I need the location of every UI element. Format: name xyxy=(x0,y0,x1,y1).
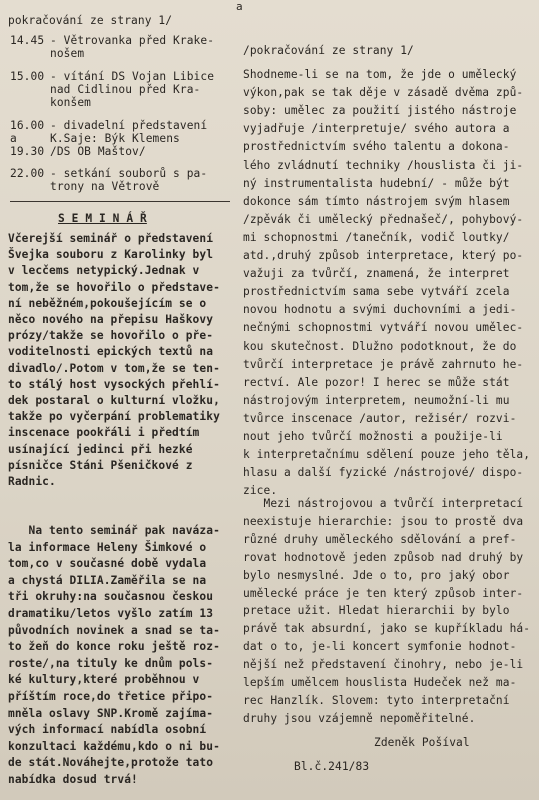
schedule-text: - setkání souborů s pa- xyxy=(50,167,208,180)
top-mark: a xyxy=(236,0,243,13)
interpretation-paragraph-line: prostřednictvím sama sebe vytváří zcela xyxy=(243,285,510,299)
interpretation-paragraph-line: k interpretačnímu sdělení pouze jeho těla, xyxy=(243,448,531,462)
interpretation-paragraph-line: ný instrumentalista hudební/ - může být xyxy=(243,176,510,190)
hierarchy-paragraph-line: Mezi nástrojovou a tvůrčí interpretací xyxy=(243,497,524,510)
hierarchy-paragraph-line: různé druhy uměleckého sdělování a pref- xyxy=(243,532,517,546)
seminar-paragraph-line: Švejka souboru z Karolinky byl xyxy=(8,248,214,262)
dilia-paragraph-line: konzultaci každému,kdo o ni bu- xyxy=(8,739,220,753)
seminar-paragraph-line: divadlo/.Potom v tom,že se ten- xyxy=(8,361,220,375)
seminar-paragraph-line: písničce Stáni Pšeničkové z xyxy=(8,458,193,472)
hierarchy-paragraph-line: nější než představení činohry, nebo je-li xyxy=(243,658,524,672)
schedule-text: konšem xyxy=(50,96,92,110)
schedule-time-end: 19.30 xyxy=(10,145,45,159)
hierarchy-paragraph-line: dat o to, je-li koncert symfonie hodnot- xyxy=(243,640,517,654)
seminar-paragraph-line: Včerejší seminář o představení xyxy=(8,232,214,245)
seminar-paragraph-line: voditelnosti epických textů na xyxy=(8,345,214,359)
hierarchy-paragraph-line: právě tak absurdní, jako se kupříkladu há- xyxy=(243,622,531,636)
schedule-time-and: a xyxy=(10,132,17,146)
interpretation-paragraph-line: lého zvládnutí techniky /houslista či ji- xyxy=(243,158,524,172)
dilia-paragraph-line: to žeň do konce roku ještě roz- xyxy=(8,640,220,654)
schedule-text: nošem xyxy=(50,47,85,61)
hierarchy-paragraph-line: umělecké práce je ten který způsob inter- xyxy=(243,586,524,600)
schedule-text: - divadelní představení xyxy=(50,119,208,132)
interpretation-paragraph-line: zice. xyxy=(243,484,278,498)
interpretation-paragraph-line: atd.,druhý způsob interpretace, který po- xyxy=(243,249,524,262)
seminar-paragraph-line: to stálý host vysockých přehlí- xyxy=(8,377,220,391)
schedule-divider xyxy=(10,201,230,202)
dilia-paragraph-line: de stát.Nováhejte,protože tato xyxy=(8,756,214,770)
schedule-time: 14.45 xyxy=(10,34,45,47)
schedule-time: 15.00 xyxy=(10,70,45,83)
seminar-paragraph-line: ní neběžném,pokoušejícím se o xyxy=(8,296,207,310)
interpretation-paragraph-line: rectví. Ale pozor! I herec se může stát xyxy=(243,375,510,389)
hierarchy-paragraph-line: neexistuje hierarchie: jsou to prostě dva xyxy=(243,514,524,528)
right-header: /pokračování ze strany 1/ xyxy=(243,44,414,57)
dilia-paragraph-line: a chystá DILIA.Zaměřila se na xyxy=(8,573,207,587)
schedule-text: - vítání DS Vojan Libice xyxy=(50,70,215,83)
interpretation-paragraph-line: nástrojovým interpretem, neumožní-li mu xyxy=(243,393,510,407)
seminar-paragraph-line: prózy/takže se hovořilo o pře- xyxy=(8,329,214,343)
interpretation-paragraph-line: mi schopnostmi /tanečník, vodič loutky/ xyxy=(243,230,510,244)
hierarchy-paragraph-line: bylo nesmyslné. Jde o to, pro jaký obor xyxy=(243,568,510,582)
dilia-paragraph-line: tři okruhy:na současnou českou xyxy=(8,590,214,604)
author-signature: Zdeněk Pošíval xyxy=(374,736,470,749)
dilia-paragraph-line: ké kultury,které proběhnou v xyxy=(8,673,200,687)
schedule-text: nad Cidlinou před Kra- xyxy=(50,83,201,97)
schedule-text: K.Saje: Býk Klemens xyxy=(50,132,180,146)
seminar-paragraph-line: dek postaral o kulturní vložku, xyxy=(8,394,220,407)
interpretation-paragraph-line: výkon,pak se tak děje v zásadě dvěma způ- xyxy=(243,86,524,100)
schedule-text: /DS OB Maštov/ xyxy=(50,145,146,159)
hierarchy-paragraph-line: lepším umělcem houslista Hudeček než ma- xyxy=(243,676,517,689)
hierarchy-paragraph-line: rovat hodnotově jeden způsob nad druhý by xyxy=(243,550,524,564)
dilia-paragraph-line: roste/,na tituly ke dnům pols- xyxy=(8,656,214,670)
dilia-paragraph-line: tom,co v současné době vydala xyxy=(8,557,207,571)
seminar-paragraph-line: něco nového na přepisu Haškovy xyxy=(8,313,214,326)
interpretation-paragraph-line: važuji za tvůrčí, znamená, že interpret xyxy=(243,267,510,281)
hierarchy-paragraph-line: druhy jsou vzájemně nepoměřitelné. xyxy=(243,711,476,725)
schedule-text: trony na Větrově xyxy=(50,180,160,194)
interpretation-paragraph-line: vyjadřuje /interpretuje/ svého autora a xyxy=(243,122,510,136)
schedule-text: - Větrovanka před Krake- xyxy=(50,34,215,47)
dilia-paragraph-line: dramatiku/letos vyšlo zatím 13 xyxy=(8,607,214,620)
seminar-paragraph-line: v lecčems netypický.Jednak v xyxy=(8,264,200,278)
interpretation-paragraph-line: tvůrce inscenace /autor, režisér/ rozvi- xyxy=(243,411,517,425)
hierarchy-paragraph-line: pretace užit. Hledat hierarchii by bylo xyxy=(243,604,510,618)
left-header: pokračování ze strany 1/ xyxy=(8,14,173,27)
schedule-time: 16.00 xyxy=(10,119,45,132)
interpretation-paragraph-line: soby: umělec za použití jistého nástroje xyxy=(243,104,517,118)
interpretation-paragraph-line: tvůrčí interpretace je právě zahrnuto he- xyxy=(243,357,524,371)
document-reference: Bl.č.241/83 xyxy=(294,760,370,773)
seminar-paragraph-line: Radnic. xyxy=(8,475,56,488)
interpretation-paragraph-line: nečnými schopnostmi vytváří novou umělec- xyxy=(243,321,524,335)
seminar-paragraph-line: inscenace pookřáli i předtím xyxy=(8,426,200,440)
schedule-time: 22.00 xyxy=(10,167,45,180)
dilia-paragraph-line: vých informací nabídla osobní xyxy=(8,723,207,737)
interpretation-paragraph-line: hlasu a další fyzické /nástrojové/ dispo- xyxy=(243,466,524,480)
interpretation-paragraph-line: /zpěvák či umělecký přednašeč/, pohybový- xyxy=(243,212,524,226)
interpretation-paragraph-line: nout jeho tvůrčí možnosti a použije-li xyxy=(243,430,503,443)
seminar-paragraph-line: takže po vyčerpání problematiky xyxy=(8,410,220,424)
interpretation-paragraph-line: dokonce sám tímto nástrojem svým hlasem xyxy=(243,194,510,208)
seminar-paragraph-line: usínající jedinci při hezké xyxy=(8,442,193,456)
seminar-paragraph-line: tom,že se hovořilo o představe- xyxy=(8,280,220,294)
interpretation-paragraph-line: prostřednictvím svého talentu a dokona- xyxy=(243,140,510,154)
dilia-paragraph-line: nabídka dosud trvá! xyxy=(8,773,138,786)
dilia-paragraph-line: la informace Heleny Šimkové o xyxy=(8,540,207,554)
interpretation-paragraph-line: novou hodnotu a svými duchovními a jedi- xyxy=(243,303,517,317)
seminar-title: S E M I N Á Ř xyxy=(58,212,147,225)
interpretation-paragraph-line: kou skutečnost. Dlužno podotknout, že do xyxy=(243,339,517,353)
dilia-paragraph-line: příštím roce,do třetice připo- xyxy=(8,690,214,703)
dilia-paragraph-line: původních novinek a snad se ta- xyxy=(8,623,220,637)
interpretation-paragraph-line: Shodneme-li se na tom, že jde o umělecký xyxy=(243,68,517,81)
dilia-paragraph-line: mněla oslavy SNP.Kromě zajíma- xyxy=(8,706,214,720)
hierarchy-paragraph-line: rec Hanzlík. Slovem: tyto interpretační xyxy=(243,693,510,707)
dilia-paragraph-line: Na tento seminář pak naváza- xyxy=(8,524,220,537)
